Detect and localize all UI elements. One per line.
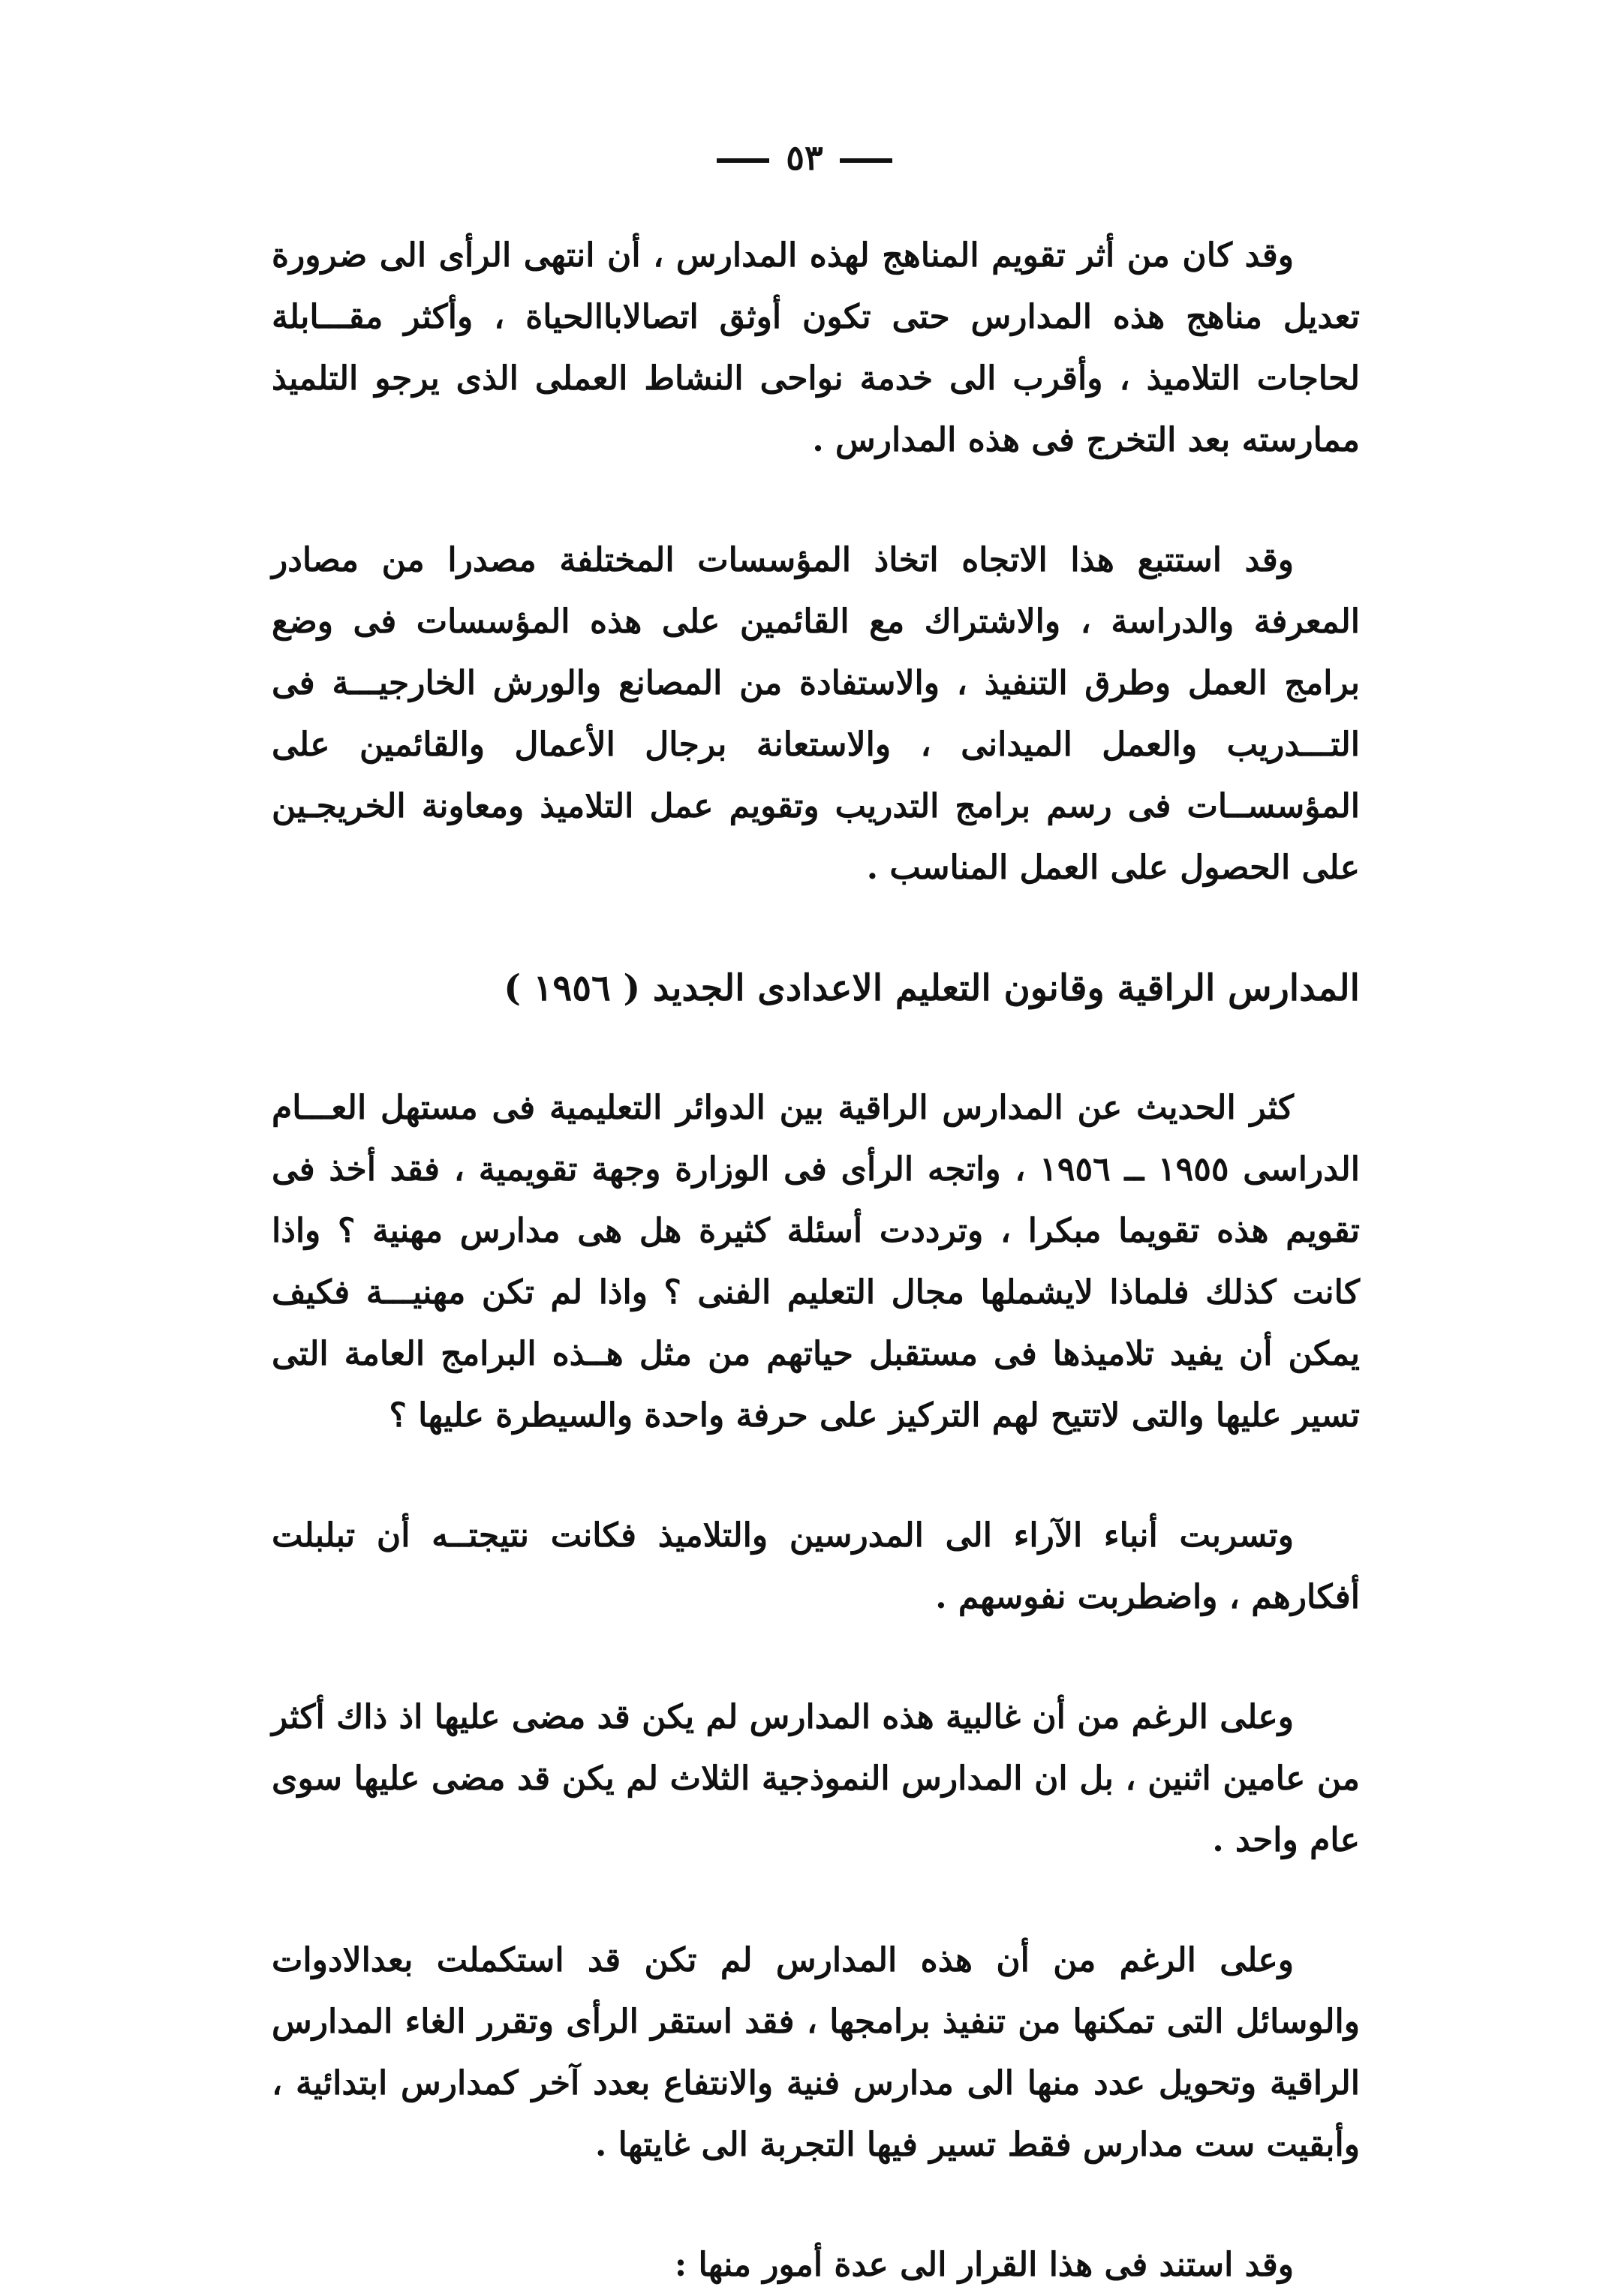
paragraph-decision: وعلى الرغم من أن هذه المدارس لم تكن قد استكملت بعدالادوات والوسائل التى تمكنها من تنفيذ برامجها ، فقد استقر الرأى وتقرر الغاء المدارس الراقية وتحويل عدد منها الى مدارس فنية والانتفاع بعدد آخر كمدارس ابتدائية ، وأبقيت ست مدارس فقط تسير فيها التجربة الى غايتها . — [272, 1941, 1360, 2164]
paragraph-reasons-intro: وقد استند فى هذا القرار الى عدة أمور منها : — [674, 2246, 1294, 2284]
page-number — [0, 135, 1609, 180]
paragraph-news-spread: وتسربت أنباء الآراء الى المدرسين والتلاميذ فكانت نتيجتــه أن تبلبلت أفكارهم ، واضطربت نفوسهم . — [272, 1516, 1360, 1616]
paragraph-despite-age: وعلى الرغم من أن غالبية هذه المدارس لم يكن قد مضى عليها اذ ذاك أكثر من عامين اثنين ، بل ان المدارس النموذجية الثلاث لم يكن قد مضى عليها سوى عام واحد . — [272, 1698, 1360, 1859]
section-heading: المدارس الراقية وقانون التعليم الاعدادى الجديد ( ١٩٥٦ ) — [504, 967, 1360, 1009]
page-number-dash-left — [717, 158, 769, 163]
document-body — [272, 225, 1360, 2296]
paragraph-institutions: وقد استتبع هذا الاتجاه اتخاذ المؤسسات المختلفة مصدرا من مصادر المعرفة والدراسة ، والاشتراك مع القائمين على هذه المؤسسات فى وضع برامج العمل وطرق التنفيذ ، والاستفادة من المصانع والورش الخارجيـــة فى التـــدريب والعمل الميدانى ، والاستعانة برجال الأعمال والقائمين على المؤسســات فى رسم برامج التدريب وتقويم عمل التلاميذ ومعاونة الخريجـين على الحصول على العمل المناسب . — [272, 541, 1360, 887]
paragraph-discussion: كثر الحديث عن المدارس الراقية بين الدوائر التعليمية فى مستهل العـــام الدراسى ١٩٥٥ ــ ١٩٥٦ ، واتجه الرأى فى الوزارة وجهة تقويمية ، فقد أخذ فى تقويم هذه تقويما مبكرا ، وترددت أسئلة كثيرة هل هى مدارس مهنية ؟ واذا كانت كذلك فلماذا لايشملها مجال التعليم الفنى ؟ واذا لم تكن مهنيـــة فكيف يمكن أن يفيد تلاميذها فى مستقبل حياتهم من مثل هــذه البرامج العامة التى تسير عليها والتى لاتتيح لهم التركيز على حرفة واحدة والسيطرة عليها ؟ — [272, 1089, 1360, 1435]
page-number-text: ٥٣ — [786, 137, 823, 178]
page-number-dash-right — [840, 158, 892, 163]
paragraph-curriculum-evaluation: وقد كان من أثر تقويم المناهج لهذه المدارس ، أن انتهى الرأى الى ضرورة تعديل مناهج هذه المدارس حتى تكون أوثق اتصالاباالحياة ، وأكثر مقـــابلة لحاجات التلاميذ ، وأقرب الى خدمة نواحى النشاط العملى الذى يرجو التلميذ ممارسته بعد التخرج فى هذه المدارس . — [272, 236, 1360, 459]
